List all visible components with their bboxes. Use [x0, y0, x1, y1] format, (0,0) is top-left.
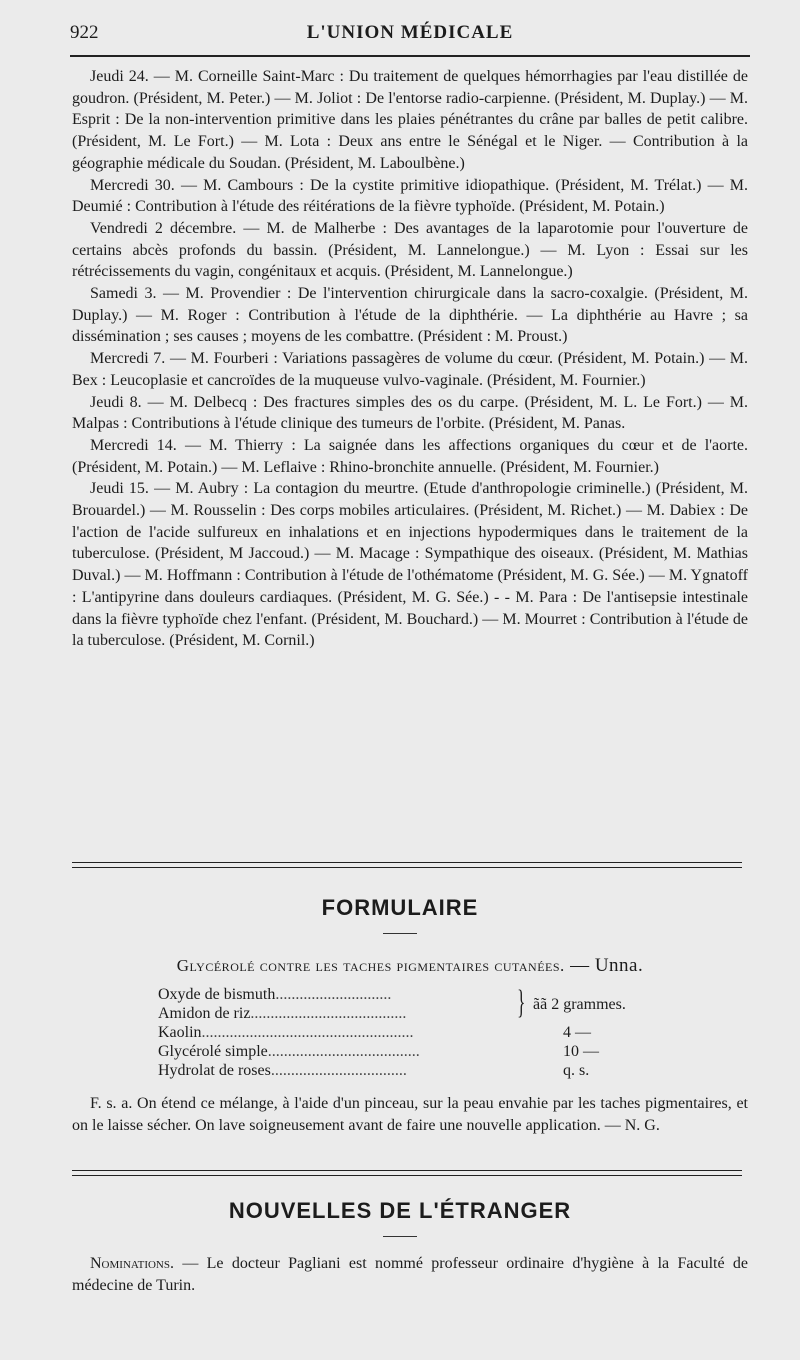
section-divider	[72, 862, 742, 868]
journal-title: L'UNION MÉDICALE	[306, 22, 514, 43]
news-lead: Nominations.	[90, 1255, 174, 1272]
thesis-paragraph: Mercredi 14. — M. Thierry : La saignée dans les affections organiques du cœur et de l'aorte. (Président, M. Potain.) — M. Leflaive : Rhino-bronchite annuelle. (Président, M. Fournier.)	[72, 436, 749, 476]
ingredient-row: Glycérolé simple...................................... 10 —	[158, 1043, 599, 1060]
recipe-instructions: F. s. a. On étend ce mélange, à l'aide d'un pinceau, sur la peau envahie par les taches pigmentaires, et on le laisse sécher. On lave soigneusement avant de faire une nouvelle application. — N. G.	[72, 1095, 748, 1134]
brace-quantity: ãã 2 grammes.	[533, 996, 626, 1013]
etranger-news	[72, 1253, 748, 1296]
ingredient-row: Kaolin..................................................... 4 —	[158, 1024, 591, 1041]
thesis-paragraph: Mercredi 30. — M. Cambours : De la cystite primitive idiopathique. (Président, M. Trélat.) — M. Deumié : Contribution à l'étude des réitérations de la fièvre typhoïde. (Président, M. Potain.)	[72, 176, 748, 216]
header-rule	[70, 55, 750, 57]
title-underline	[383, 1236, 417, 1237]
thesis-paragraph: Jeudi 15. — M. Aubry : La contagion du meurtre. (Etude d'anthropologie criminelle.) (Président, M. Brouardel.) — M. Rousselin : Des corps mobiles articulaires. (Président, M. Richet.) — M. Dabiex : De l'action de l'acide sulfureux en inhalations et en injections hypodermiques dans le traitement de la tuberculose. (Président, M Jaccoud.) — M. Macage : Sympathique des oiseaux. (Président, M. Mathias Duval.) — M. Hoffmann : Contribution à l'étude de l'othématome (Président, M. G. Sée.) — M. Ygnatoff : L'antipyrine dans douleurs cardiaques. (Président, M. G. Sée.) - - M. Para : De l'antisepsie intestinale dans la fièvre typhoïde chez l'enfant. (Président, M. Bouchard.) — M. Mourret : Contribution à l'étude de la tuberculose. (Président, M. Cornil.)	[72, 480, 749, 650]
ingredient-row: Oxyde de bismuth............................. } ãã 2 grammes.	[158, 985, 658, 1004]
ingredient-quantity: q. s.	[563, 1062, 590, 1079]
ingredient-list	[158, 985, 658, 1080]
ingredient-name: Hydrolat de roses	[158, 1062, 271, 1079]
page-header	[70, 18, 750, 48]
etranger-title: NOUVELLES DE L'ÉTRANGER	[228, 1198, 572, 1223]
ingredient-name: Kaolin	[158, 1024, 202, 1041]
brace-icon: }	[517, 984, 526, 1021]
ingredient-name: Amidon de riz	[158, 1005, 251, 1022]
thesis-paragraph: Jeudi 8. — M. Delbecq : Des fractures simples des os du carpe. (Président, M. L. Le Fort.) — M. Malpas : Contributions à l'étude clinique des tumeurs de l'orbite. (Président, M. Panas.	[72, 393, 748, 433]
thesis-paragraph: Samedi 3. — M. Provendier : De l'intervention chirurgicale dans la sacro-coxalgie. (Président, M. Duplay.) — M. Roger : Contribution à l'étude de la diphthérie. — La diphthérie au Havre ; sa dissémination ; ses causes ; moyens de les combattre. (Président : M. Proust.)	[72, 285, 748, 346]
page-number: 922	[70, 22, 99, 43]
ingredient-row: Amidon de riz.......................................	[158, 1005, 407, 1022]
formulaire-title: FORMULAIRE	[321, 895, 479, 920]
thesis-paragraph: Mercredi 7. — M. Fourberi : Variations passagères de volume du cœur. (Président, M. Potain.) — M. Bex : Leucoplasie et cancroïdes de la muqueuse vulvo-vaginale. (Président, M. Fournier.)	[72, 350, 748, 389]
news-text: — Le docteur Pagliani est nommé professeur ordinaire d'hygiène à la Faculté de médecine de Turin.	[72, 1255, 748, 1294]
ingredient-row: Hydrolat de roses.................................. q. s.	[158, 1062, 590, 1079]
ingredient-name: Oxyde de bismuth	[158, 986, 276, 1003]
thesis-paragraph: Vendredi 2 décembre. — M. de Malherbe : Des avantages de la laparotomie pour l'ouverture de certains abcès profonds du bassin. (Président, M. Lannelongue.) — M. Lyon : Essai sur les rétrécissements du vagin, congénitaux et acquis. (Président, M. Lannelongue.)	[72, 219, 749, 281]
ingredient-quantity: 4 —	[563, 1024, 591, 1041]
theses-list	[72, 66, 748, 652]
ingredient-quantity: 10 —	[563, 1043, 599, 1060]
recipe-title: Glycérolé contre les taches pigmentaires cutanées. — Unna.	[176, 955, 644, 976]
ingredient-name: Glycérolé simple	[158, 1043, 268, 1060]
thesis-paragraph: Jeudi 24. — M. Corneille Saint-Marc : Du traitement de quelques hémorrhagies par l'eau distillée de goudron. (Président, M. Peter.) — M. Joliot : De l'entorse radio-carpienne. (Président, M. Duplay.) — M. Esprit : De la non-intervention primitive dans les plaies pénétrantes du crâne par balles de petit calibre. (Président, M. Le Fort.) — M. Lota : Deux ans entre le Sénégal et le Niger. — Contribution à la géographie médicale du Soudan. (Président, M. Laboulbène.)	[72, 68, 748, 172]
section-divider	[72, 1170, 742, 1176]
title-underline	[383, 933, 417, 934]
